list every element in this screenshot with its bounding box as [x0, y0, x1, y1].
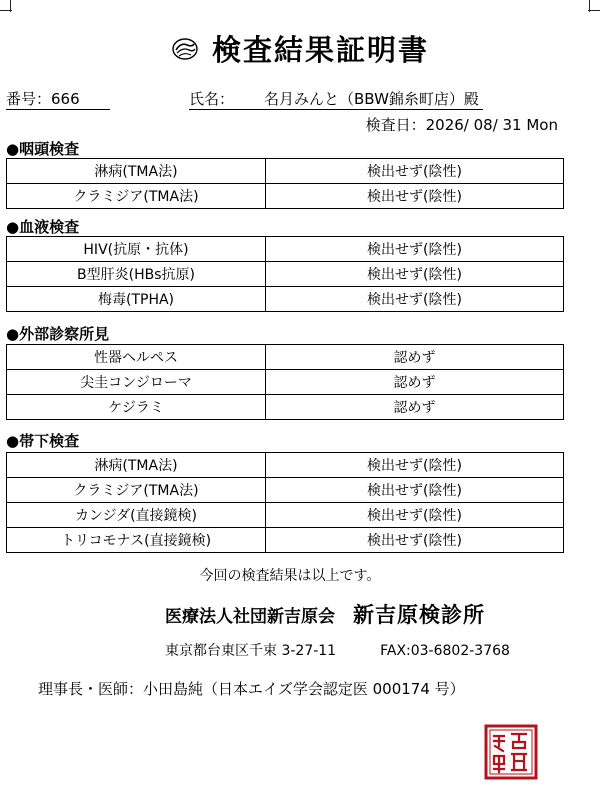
- clinic-name: 新吉原検診所: [353, 602, 485, 627]
- table-row: [7, 528, 564, 553]
- test-result: 検出せず(陰性): [266, 453, 564, 478]
- certificate-number: 番号：666: [6, 88, 110, 110]
- table-row: [7, 478, 564, 503]
- organization-line: [165, 599, 585, 629]
- test-result: 検出せず(陰性): [266, 528, 564, 553]
- crop-mark: [589, 0, 590, 12]
- results-table-throat: [6, 158, 564, 209]
- patient-name: 名月みんと（BBW錦糸町店）殿: [264, 90, 479, 108]
- test-item: 梅毒(TPHA): [7, 287, 266, 312]
- section-title-discharge: ●帯下検査: [6, 432, 80, 450]
- crop-mark: [10, 0, 11, 12]
- clinic-seal-stamp: [484, 724, 538, 780]
- results-table-discharge: [6, 452, 564, 553]
- clinic-address: 東京都台東区千束 3-27-11: [165, 643, 337, 659]
- name-label: 氏名：: [189, 90, 235, 108]
- exam-date: 検査日：2026/ 08/ 31 Mon: [365, 116, 558, 134]
- clinic-emblem-icon: [171, 37, 199, 61]
- test-item: クラミジア(TMA法): [7, 478, 266, 503]
- table-row: [7, 345, 564, 370]
- test-item: カンジダ(直接鏡検): [7, 503, 266, 528]
- section-title-external-exam: ●外部診察所見: [6, 325, 110, 343]
- corporation-name: 医療法人社団新吉原会: [165, 607, 335, 627]
- table-row: [7, 262, 564, 287]
- fax-number: FAX:03-6802-3768: [380, 643, 510, 659]
- test-item: 尖圭コンジローマ: [7, 370, 266, 395]
- section-title-blood: ●血液検査: [6, 218, 80, 236]
- test-item: トリコモナス(直接鏡検): [7, 528, 266, 553]
- table-row: [7, 184, 564, 209]
- test-result: 認めず: [266, 345, 564, 370]
- test-result: 認めず: [266, 370, 564, 395]
- patient-name-field: [189, 88, 483, 110]
- test-item: HIV(抗原・抗体): [7, 237, 266, 262]
- table-row: [7, 503, 564, 528]
- address-line: [165, 640, 585, 660]
- test-item: B型肝炎(HBs抗原): [7, 262, 266, 287]
- test-item: 性器ヘルペス: [7, 345, 266, 370]
- patient-info: [6, 88, 566, 110]
- test-result: 検出せず(陰性): [266, 503, 564, 528]
- test-item: クラミジア(TMA法): [7, 184, 266, 209]
- test-result: 検出せず(陰性): [266, 287, 564, 312]
- results-table-blood: [6, 236, 564, 312]
- director-line: 理事長・医師：小田島純（日本エイズ学会認定医 000174 号）: [38, 680, 465, 698]
- table-row: [7, 453, 564, 478]
- table-row: [7, 159, 564, 184]
- test-result: 検出せず(陰性): [266, 478, 564, 503]
- section-title-throat: ●咽頭検査: [6, 140, 80, 158]
- test-item: 淋病(TMA法): [7, 453, 266, 478]
- results-table-external-exam: [6, 344, 564, 420]
- table-row: [7, 287, 564, 312]
- test-result: 検出せず(陰性): [266, 237, 564, 262]
- test-item: ケジラミ: [7, 395, 266, 420]
- table-row: [7, 395, 564, 420]
- table-row: [7, 370, 564, 395]
- title-row: [0, 28, 600, 69]
- test-result: 検出せず(陰性): [266, 159, 564, 184]
- test-result: 認めず: [266, 395, 564, 420]
- table-row: [7, 237, 564, 262]
- test-item: 淋病(TMA法): [7, 159, 266, 184]
- closing-statement: 今回の検査結果は以上です。: [199, 568, 381, 584]
- document-title: 検査結果証明書: [212, 33, 430, 67]
- test-result: 検出せず(陰性): [266, 184, 564, 209]
- test-result: 検出せず(陰性): [266, 262, 564, 287]
